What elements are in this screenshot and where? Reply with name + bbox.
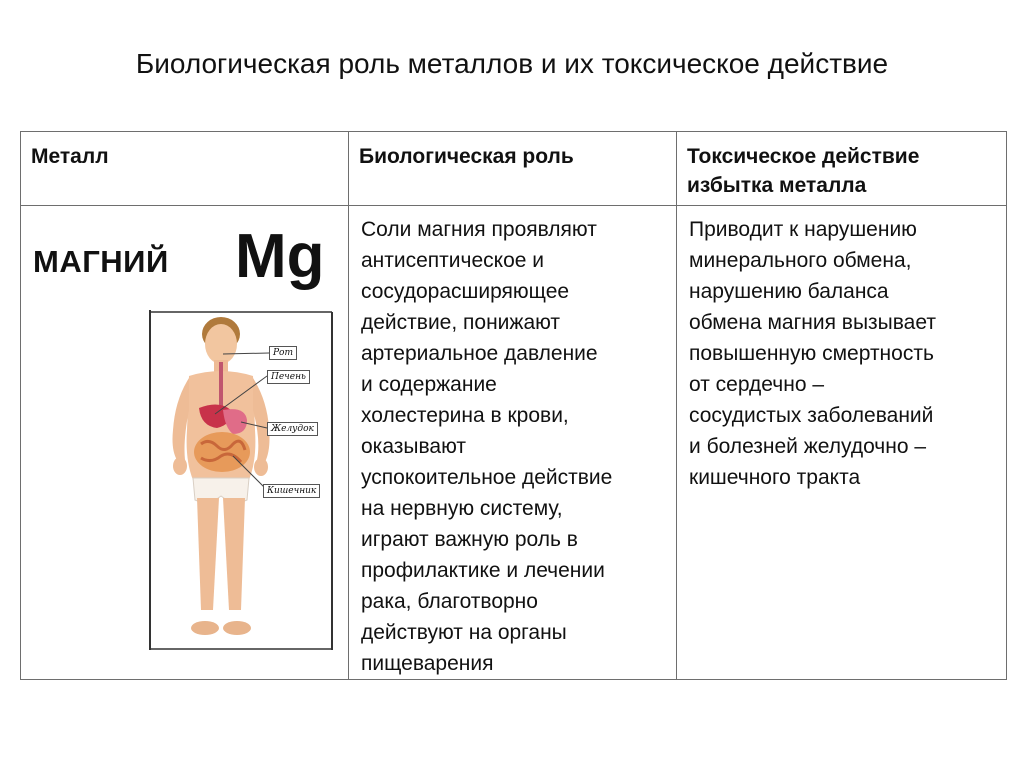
table-header-row	[21, 132, 1007, 206]
header-toxic	[677, 132, 1007, 206]
role-text-line: рака, благотворно	[361, 590, 538, 613]
role-text-line: и содержание	[361, 373, 497, 396]
toxic-text	[677, 206, 1006, 493]
role-text-line: сосудорасширяющее	[361, 280, 570, 303]
table-row	[21, 206, 1007, 680]
label-liver: Печень	[267, 370, 310, 384]
metal-name: МАГНИЙ	[33, 244, 169, 279]
role-text-line: антисептическое и	[361, 249, 544, 272]
header-toxic-line2: избытка металла	[687, 174, 867, 197]
left-arm	[173, 378, 190, 460]
toxic-text-line: нарушению баланса	[689, 280, 889, 303]
role-text-line: оказывают	[361, 435, 466, 458]
role-text-line: на нервную систему,	[361, 497, 563, 520]
role-text-line: пищеварения	[361, 652, 494, 675]
role-text-line: холестерина в крови,	[361, 404, 569, 427]
toxic-text-line: кишечного тракта	[689, 466, 861, 489]
toxic-cell	[677, 206, 1007, 680]
body-figure	[149, 310, 333, 650]
anatomy-illustration	[149, 310, 333, 650]
label-mouth: Рот	[269, 346, 297, 360]
role-text	[349, 206, 676, 679]
slide-title: Биологическая роль металлов и их токсическое действие	[135, 48, 889, 79]
role-text-line: Соли магния проявляют	[361, 218, 597, 241]
toxic-text-line: обмена магния вызывает	[689, 311, 936, 334]
header-role	[349, 132, 677, 206]
right-arm	[253, 378, 270, 462]
head	[205, 324, 237, 364]
header-metal-label: Металл	[31, 145, 109, 168]
label-stomach: Желудок	[267, 422, 318, 436]
right-foot	[223, 621, 251, 635]
metal-symbol: Mg	[235, 222, 325, 291]
role-text-line: играют важную роль в	[361, 528, 578, 551]
toxic-text-line: повышенную смертность	[689, 342, 934, 365]
right-leg	[223, 498, 245, 610]
right-hand	[254, 458, 268, 476]
header-metal	[21, 132, 349, 206]
toxic-text-line: и болезней желудочно –	[689, 435, 927, 458]
left-leg	[197, 498, 219, 610]
intestines	[194, 432, 250, 472]
metal-cell	[21, 206, 349, 680]
role-text-line: профилактике и лечении	[361, 559, 605, 582]
role-text-line: артериальное давление	[361, 342, 598, 365]
label-intestine: Кишечник	[263, 484, 320, 498]
role-text-line: действие, понижают	[361, 311, 561, 334]
left-foot	[191, 621, 219, 635]
header-role-label: Биологическая роль	[359, 145, 574, 168]
role-text-line: действуют на органы	[361, 621, 567, 644]
toxic-text-line: сосудистых заболеваний	[689, 404, 934, 427]
toxic-text-line: от сердечно –	[689, 373, 825, 396]
toxic-text-line: минерального обмена,	[689, 249, 912, 272]
left-hand	[173, 457, 187, 475]
metals-table	[20, 131, 1007, 680]
header-toxic-line1: Токсическое действие	[687, 145, 920, 168]
role-cell	[349, 206, 677, 680]
role-text-line: успокоительное действие	[361, 466, 613, 489]
toxic-text-line: Приводит к нарушению	[689, 218, 917, 241]
